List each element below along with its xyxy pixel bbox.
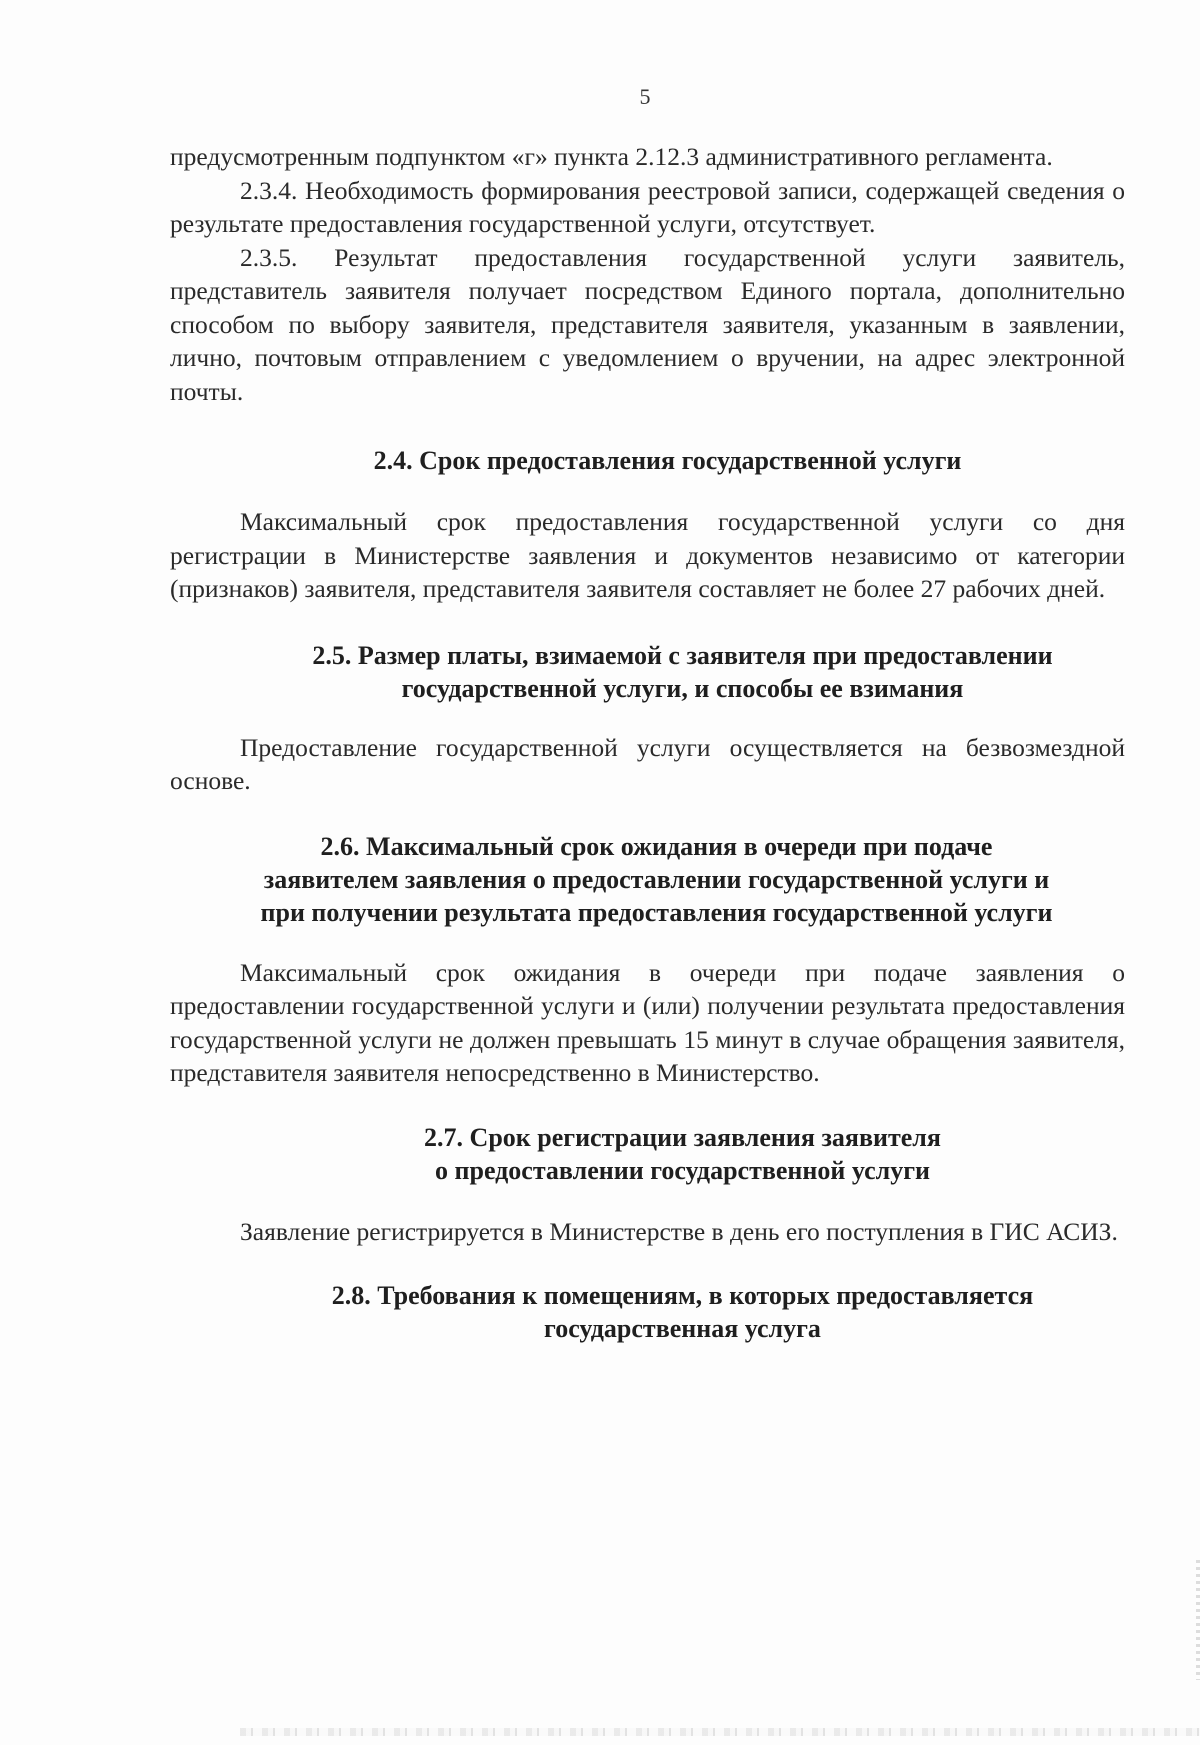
paragraph-2-7: Заявление регистрируется в Министерстве в день его поступления в ГИС АСИЗ. bbox=[240, 1216, 1118, 1246]
paragraph-2-6: Максимальный срок ожидания в очереди при подаче заявления о предоставлении государственной услуги и (или) получении результата предоставления государственной услуги не должен превышать 15 минут в случае обращения заявителя, представителя заявителя непосредственно в Министерство. bbox=[170, 957, 1125, 1087]
paragraph-2-3-4: 2.3.4. Необходимость формирования реестровой записи, содержащей сведения о результате предоставления государственной услуги, отсутствует. bbox=[170, 175, 1125, 238]
heading-2-5-line2: государственной услуги, и способы ее взимания bbox=[401, 673, 964, 703]
paragraph-2-3-5: 2.3.5. Результат предоставления государственной услуги заявитель, представитель заявителя получает посредством Единого портала, дополнительно способом по выбору заявителя, представителя заявителя, указанным в заявлении, лично, почтовым отправлением с уведомлением о вручении, на адрес электронной почты. bbox=[170, 242, 1125, 406]
heading-2-6 bbox=[170, 830, 1125, 929]
heading-2-6-line1: 2.6. Максимальный срок ожидания в очереди при подаче bbox=[320, 831, 993, 861]
heading-2-8 bbox=[170, 1279, 1125, 1345]
scan-right-edge bbox=[1196, 1560, 1200, 1680]
heading-2-8-line1: 2.8. Требования к помещениям, в которых предоставляется bbox=[331, 1281, 1034, 1310]
heading-2-4: 2.4. Срок предоставления государственной услуги bbox=[373, 446, 962, 475]
paragraph-continuation: предусмотренным подпунктом «г» пункта 2.12.3 административного регламента. bbox=[170, 142, 1053, 171]
heading-2-8-line2: государственная услуга bbox=[544, 1314, 821, 1343]
document-body bbox=[170, 140, 1125, 1345]
paragraph-2-4: Максимальный срок предоставления государственной услуги со дня регистрации в Министерстве заявления и документов независимо от категории (признаков) заявителя, представителя заявителя составляет не более 27 рабочих дней. bbox=[170, 507, 1125, 603]
heading-2-7 bbox=[170, 1121, 1125, 1187]
heading-2-5-line1: 2.5. Размер платы, взимаемой с заявителя при предоставлении bbox=[312, 640, 1053, 670]
scan-bottom-edge bbox=[240, 1728, 1200, 1736]
heading-2-7-line1: 2.7. Срок регистрации заявления заявителя bbox=[424, 1122, 941, 1152]
heading-2-7-line2: о предоставлении государственной услуги bbox=[435, 1155, 930, 1185]
page-number: 5 bbox=[639, 84, 651, 109]
heading-2-6-line2: заявителем заявления о предоставлении государственной услуги и bbox=[263, 864, 1050, 894]
paragraph-2-5: Предоставление государственной услуги осуществляется на безвозмездной основе. bbox=[170, 732, 1125, 795]
heading-2-5 bbox=[170, 639, 1125, 705]
heading-2-6-line3: при получении результата предоставления государственной услуги bbox=[260, 897, 1053, 927]
